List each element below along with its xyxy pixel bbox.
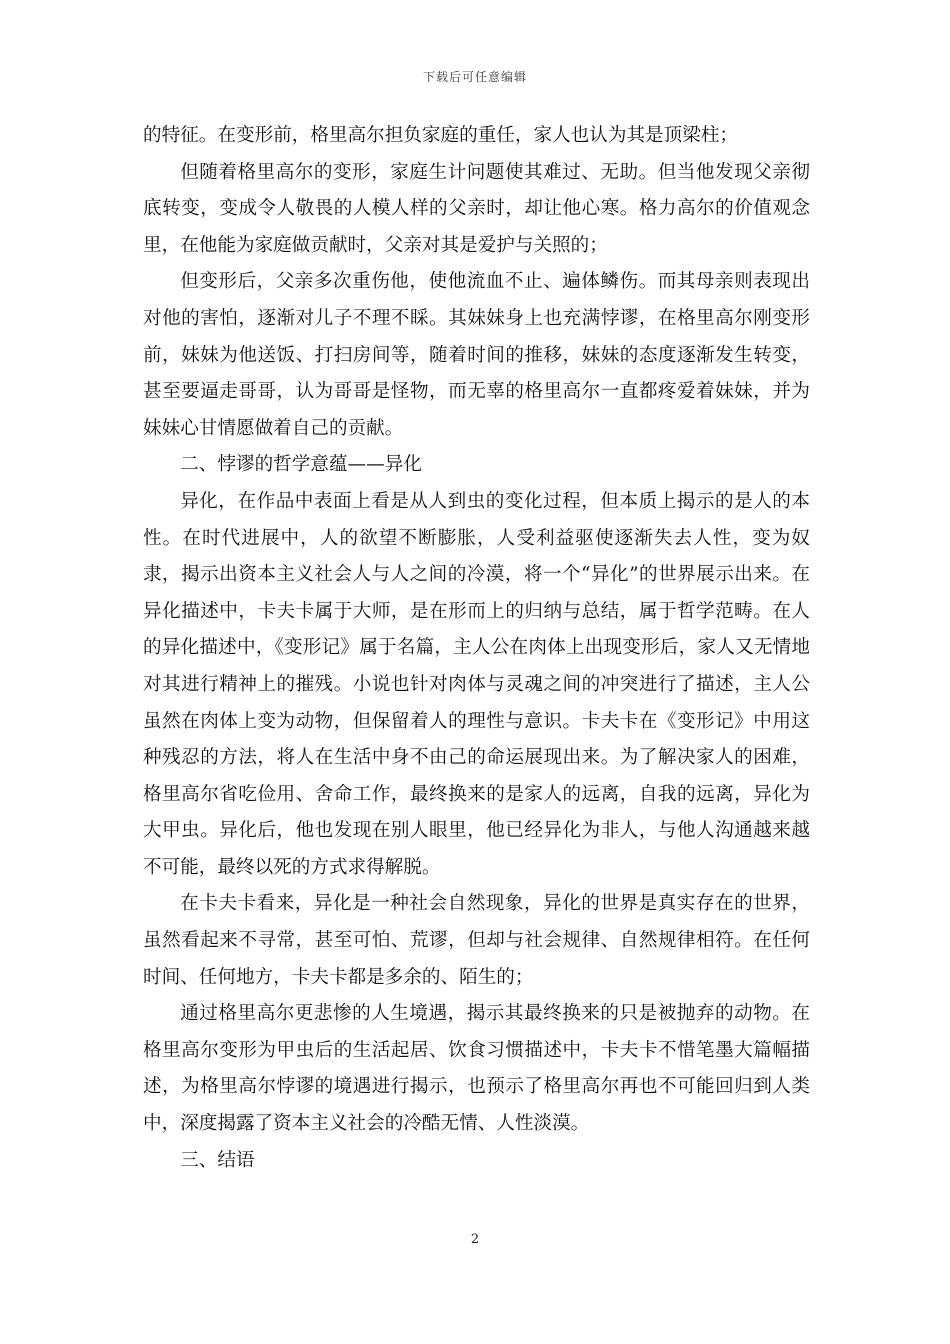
page-header: 下载后可任意编辑 xyxy=(422,70,527,84)
section-heading-conclusion: 三、结语 xyxy=(180,1149,255,1171)
paragraph-kafka-view: 在卡夫卡看来，异化是一种社会自然现象，异化的世界是真实存在的世界，虽然看起来不寻常，甚至可怕、荒谬，但却与社会规律、自然规律相符。在任何时间、任何地方，卡夫卡都是多余的、陌生的； xyxy=(143,893,810,988)
paragraph-family-attitude: 但变形后，父亲多次重伤他，使他流血不止、遍体鳞伤。而其母亲则表现出对他的害怕，逐渐对儿子不理不睬。其妹妹身上也充满悖谬，在格里高尔刚变形前，妹妹为他送饭、打扫房间等，随着时间的推移，妹妹的态度逐渐发生转变，甚至要逼走哥哥，认为哥哥是怪物，而无辜的格里高尔一直都疼爱着妹妹，并为妹妹心甘情愿做着自己的贡献。 xyxy=(143,271,810,439)
paragraph-father-change: 但随着格里高尔的变形，家庭生计问题使其难过、无助。但当他发现父亲彻底转变，变成令人敬畏的人模人样的父亲时，却让他心寒。格力高尔的价值观念里，在他能为家庭做贡献时，父亲对其是爱护与关照的； xyxy=(143,161,810,256)
paragraph-tragic-fate: 通过格里高尔更悲惨的人生境遇，揭示其最终换来的只是被抛弃的动物。在格里高尔变形为甲虫后的生活起居、饮食习惯描述中，卡夫卡不惜笔墨大篇幅描述，为格里高尔悖谬的境遇进行揭示，也预示了格里高尔再也不可能回归到人类中，深度揭露了资本主义社会的冷酷无情、人性淡漠。 xyxy=(143,1003,810,1135)
section-heading-alienation: 二、悖谬的哲学意蕴——异化 xyxy=(180,454,422,476)
document-body xyxy=(143,118,810,1179)
paragraph-alienation: 异化，在作品中表面上看是从人到虫的变化过程，但本质上揭示的是人的本性。在时代进展中，人的欲望不断膨胀，人受利益驱使逐渐失去人性，变为奴隶，揭示出资本主义社会人与人之间的冷漠，将一个“异化”的世界展示出来。在异化描述中，卡夫卡属于大师，是在形而上的归纳与总结，属于哲学范畴。在人的异化描述中，《变形记》属于名篇，主人公在肉体上出现变形后，家人又无情地对其进行精神上的摧残。小说也针对肉体与灵魂之间的冲突进行了描述，主人公虽然在肉体上变为动物，但保留着人的理性与意识。卡夫卡在《变形记》中用这种残忍的方法，将人在生活中身不由己的命运展现出来。为了解决家人的困难，格里高尔省吃俭用、舍命工作，最终换来的是家人的远离，自我的远离，异化为大甲虫。异化后，他也发现在别人眼里，他已经异化为非人，与他人沟通越来越不可能，最终以死的方式求得解脱。 xyxy=(143,490,810,878)
page-number: 2 xyxy=(470,1232,480,1247)
paragraph-continuation: 的特征。在变形前，格里高尔担负家庭的重任，家人也认为其是顶梁柱； xyxy=(143,125,739,146)
